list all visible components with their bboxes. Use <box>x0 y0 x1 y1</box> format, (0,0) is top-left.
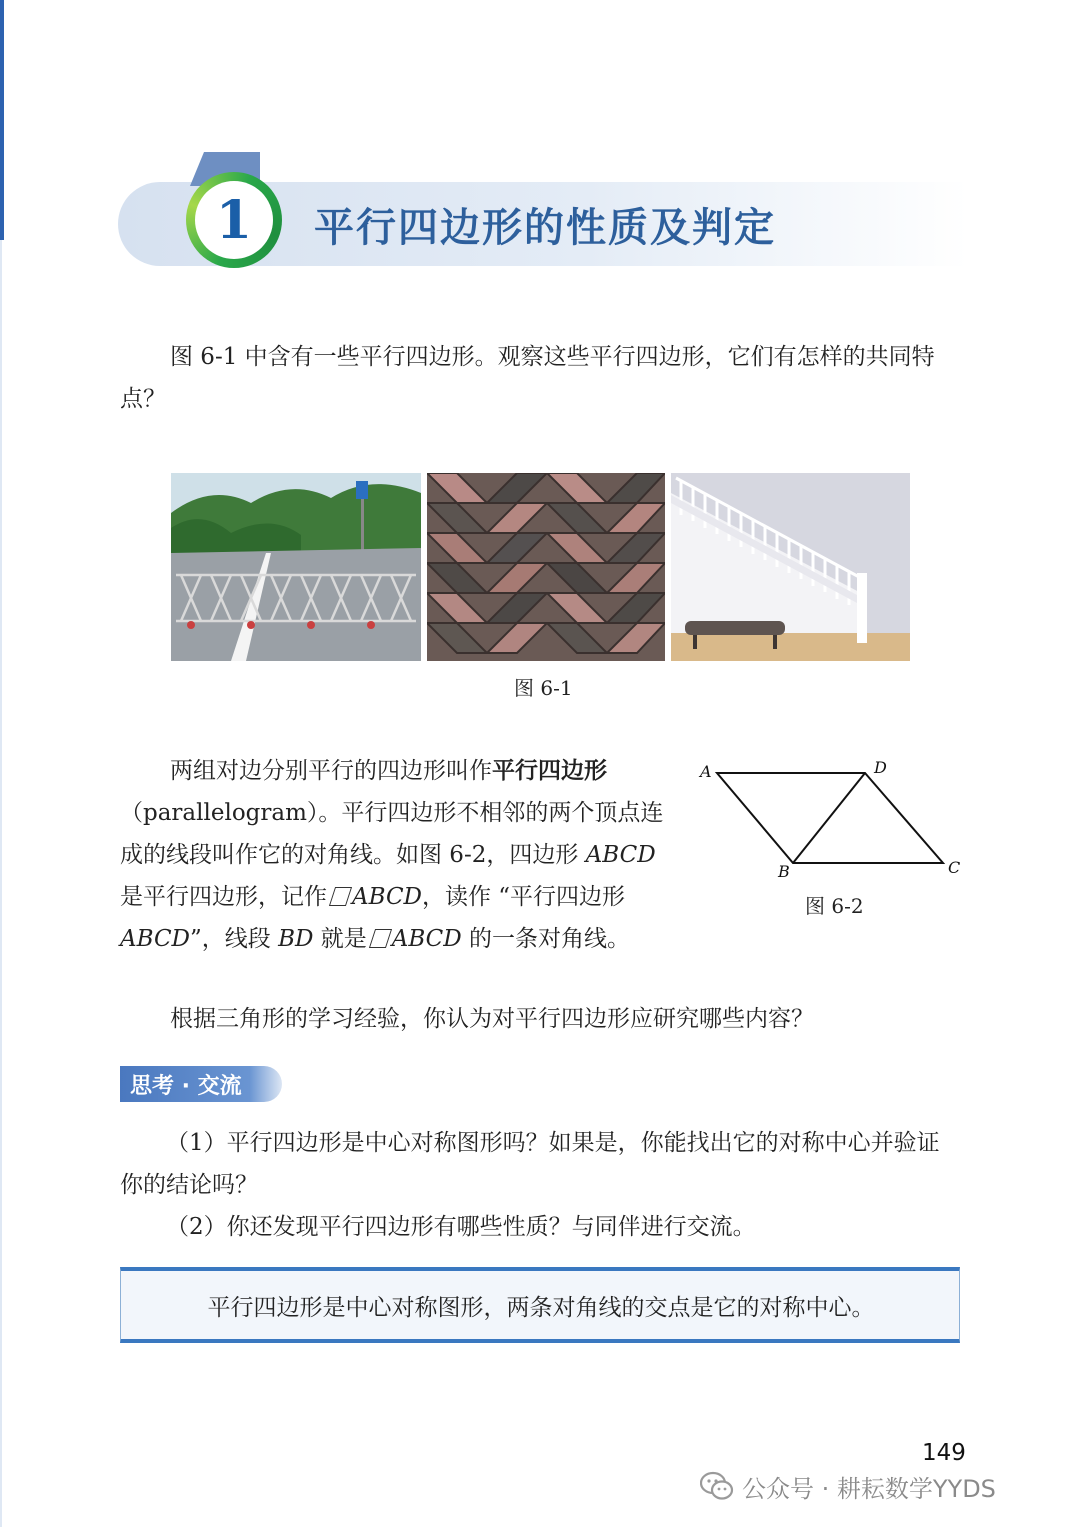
wechat-icon <box>700 1471 734 1501</box>
diagonal-bd <box>793 773 865 863</box>
vertex-label-a: A <box>700 762 712 781</box>
figure-6-2-caption: 图 6-2 <box>805 894 864 918</box>
page-edge-line <box>0 240 2 1527</box>
math-abcd: ABCD <box>585 842 656 868</box>
math-bd: BD <box>278 926 314 952</box>
watermark <box>700 1468 996 1504</box>
term-parallelogram: 平行四边形 <box>492 757 607 784</box>
definition-paragraph <box>120 750 672 960</box>
conclusion-text: 平行四边形是中心对称图形，两条对角线的交点是它的对称中心。 <box>207 1295 875 1321</box>
math-abcd: ABCD <box>352 884 422 910</box>
page-number: 149 <box>922 1440 966 1466</box>
vertex-label-b: B <box>778 862 790 881</box>
photo-staircase <box>671 473 910 661</box>
definition-text: 的一条对角线。 <box>461 926 631 952</box>
definition-text: 两组对边分别平行的四边形叫作 <box>170 758 492 784</box>
figure-6-1-caption: 图 6-1 <box>514 676 573 700</box>
conclusion-box <box>120 1267 960 1343</box>
math-abcd: ABCD <box>120 926 190 952</box>
math-abcd: ABCD <box>391 926 462 952</box>
vertex-label-c: C <box>948 858 961 877</box>
section-number: 1 <box>195 181 273 259</box>
definition-text: 就是 <box>313 926 367 952</box>
figure-6-2-parallelogram <box>695 755 970 885</box>
think-exchange-label: 思考 · 交流 <box>130 1074 242 1099</box>
photo-retractable-gate <box>171 473 421 661</box>
parallelogram-symbol-icon <box>369 929 392 948</box>
photo-herringbone-floor <box>427 473 665 661</box>
page-edge-accent <box>0 0 4 240</box>
definition-text: ”，线段 <box>189 926 279 952</box>
watermark-text: 公众号 · 耕耘数学YYDS <box>742 1474 996 1503</box>
section-number-badge <box>186 172 282 268</box>
think-question-1: （1）平行四边形是中心对称图形吗？如果是，你能找出它的对称中心并验证你的结论吗？ <box>120 1130 940 1198</box>
intro-paragraph: 图 6-1 中含有一些平行四边形。观察这些平行四边形，它们有怎样的共同特点？ <box>120 344 935 412</box>
parallelogram-symbol-icon <box>329 887 352 906</box>
definition-text: （parallelogram）。平行四边形不相邻的两个顶点连成的线段叫作它的对角线。如图 6-2，四边形 <box>120 800 664 868</box>
vertex-label-d: D <box>874 758 887 777</box>
definition-text: ，读作 “平行四边形 <box>421 884 626 910</box>
section-title: 平行四边形的性质及判定 <box>314 204 776 251</box>
think-question-2: （2）你还发现平行四边形有哪些性质？与同伴进行交流。 <box>166 1214 756 1240</box>
definition-text: 是平行四边形，记作 <box>120 884 327 910</box>
question-paragraph: 根据三角形的学习经验，你认为对平行四边形应研究哪些内容？ <box>170 1006 814 1032</box>
